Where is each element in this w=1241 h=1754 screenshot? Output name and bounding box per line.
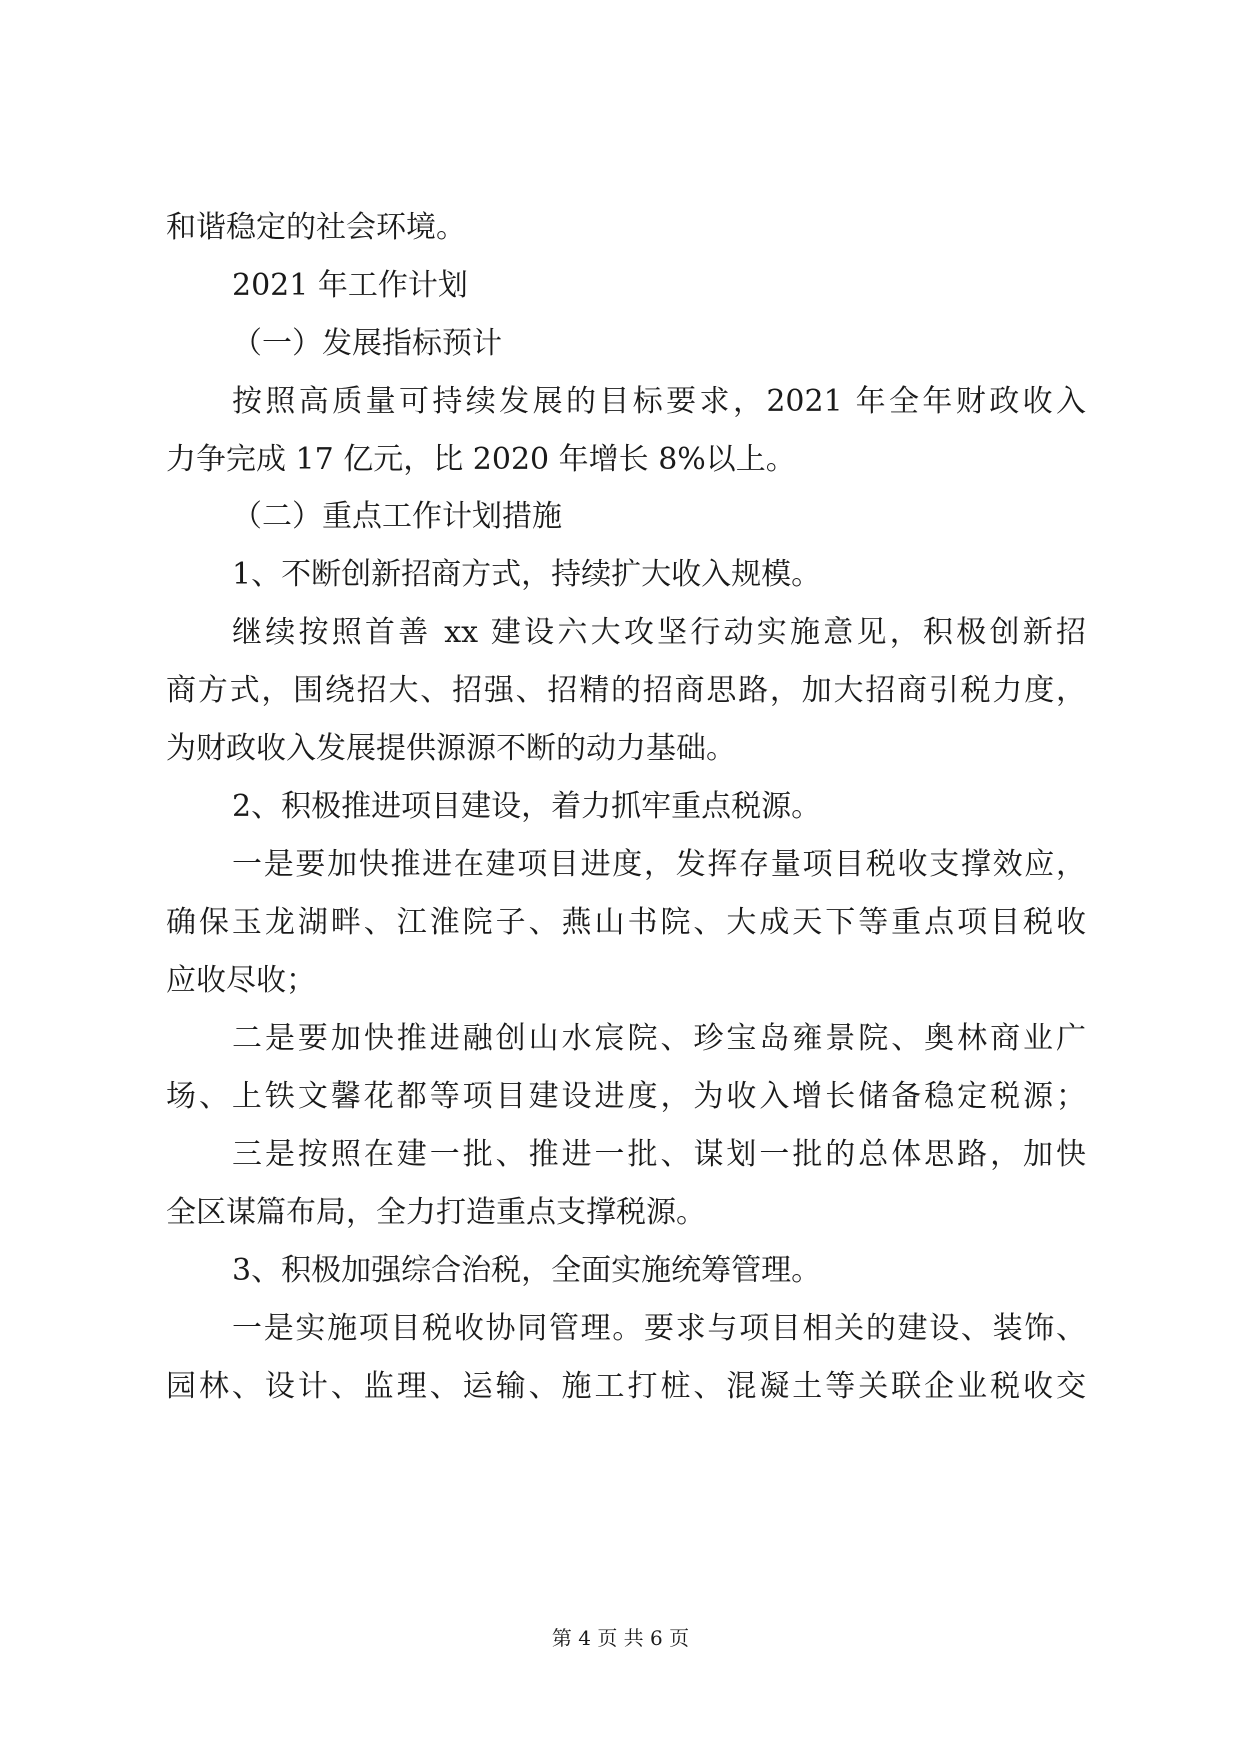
subsection-heading: （一）发展指标预计 (232, 326, 502, 361)
body-line: 全区谋篇布局，全力打造重点支撑税源。 (166, 1195, 706, 1230)
body-line: 为财政收入发展提供源源不断的动力基础。 (166, 731, 736, 766)
subsection-heading: （二）重点工作计划措施 (232, 499, 562, 534)
body-line: 继续按照首善 xx 建设六大攻坚行动实施意见，积极创新招 (232, 615, 1086, 650)
body-line: 一是实施项目税收协同管理。要求与项目相关的建设、装饰、 (232, 1311, 1086, 1346)
body-line: 力争完成 17 亿元，比 2020 年增长 8%以上。 (166, 442, 796, 477)
body-line: 二是要加快推进融创山水宸院、珍宝岛雍景院、奥林商业广 (232, 1021, 1086, 1056)
section-heading: 2021 年工作计划 (232, 268, 468, 303)
page-footer: 第 4 页 共 6 页 (551, 1626, 690, 1650)
body-line: 确保玉龙湖畔、江淮院子、燕山书院、大成天下等重点项目税收 (166, 905, 1086, 940)
body-line: 商方式，围绕招大、招强、招精的招商思路，加大招商引税力度， (166, 673, 1086, 708)
body-line: 场、上铁文馨花都等项目建设进度，为收入增长储备稳定税源； (166, 1079, 1086, 1114)
body-line: 应收尽收； (166, 963, 316, 998)
body-line: 一是要加快推进在建项目进度，发挥存量项目税收支撑效应， (232, 847, 1086, 882)
item-heading: 3、积极加强综合治税，全面实施统筹管理。 (232, 1253, 822, 1288)
body-line: 园林、设计、监理、运输、施工打桩、混凝土等关联企业税收交 (166, 1369, 1086, 1404)
item-heading: 2、积极推进项目建设，着力抓牢重点税源。 (232, 789, 822, 824)
body-line: 三是按照在建一批、推进一批、谋划一批的总体思路，加快 (232, 1137, 1086, 1172)
body-line: 按照高质量可持续发展的目标要求，2021 年全年财政收入 (232, 384, 1086, 419)
body-line: 和谐稳定的社会环境。 (166, 210, 466, 245)
item-heading: 1、不断创新招商方式，持续扩大收入规模。 (232, 557, 822, 592)
